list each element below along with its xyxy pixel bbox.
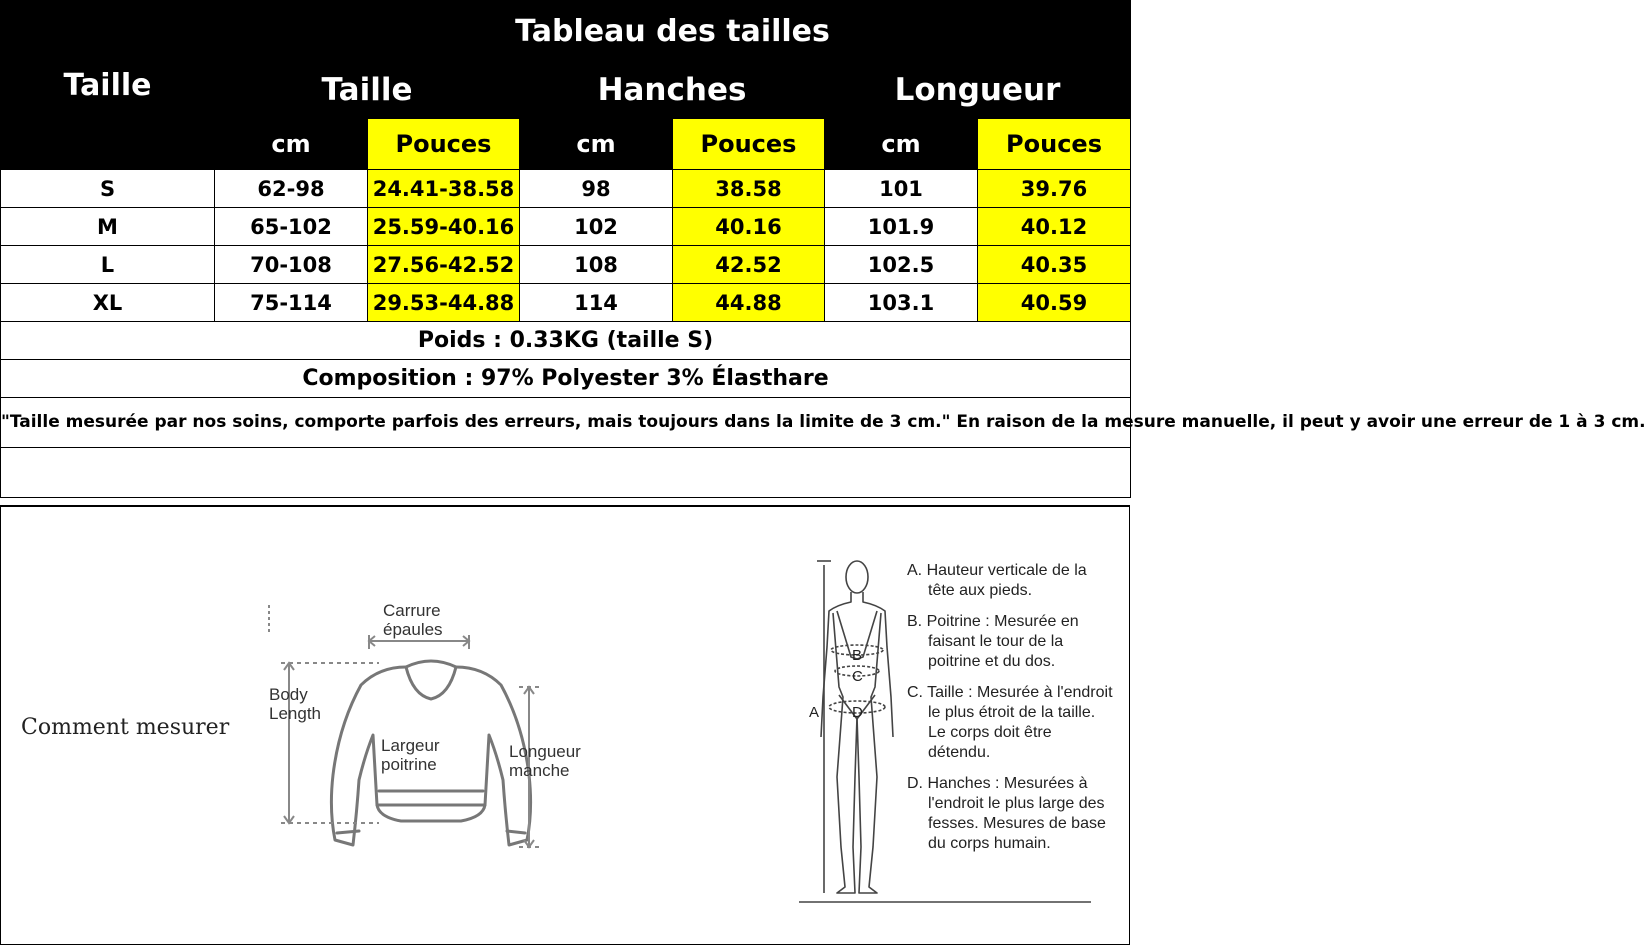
table-cell: 24.41-38.58 [368,170,520,208]
group-header-longueur: Longueur [825,62,1131,119]
table-cell: 62-98 [215,170,368,208]
unit-header: cm [825,119,978,170]
table-row [1,208,1131,246]
table-cell: 98 [520,170,673,208]
body-length-label-text: Body Length [269,685,321,723]
unit-header: Pouces [978,119,1131,170]
table-cell: 42.52 [673,246,825,284]
size-cell: L [1,246,215,284]
group-header-taille: Taille [215,62,520,119]
size-cell: XL [1,284,215,322]
table-row [1,170,1131,208]
size-cell: M [1,208,215,246]
measurement-note: "Taille mesurée par nos soins, comporte parfois des erreurs, mais toujours dans la limite de 3 cm." En raison de la mesure manuelle, il peut y avoir une erreur de 1 à 3 cm. [1,398,1131,448]
body-measure-legend [907,561,1117,865]
sleeve-label-text: Longueur manche [509,742,581,780]
table-row [1,284,1131,322]
unit-header: Pouces [368,119,520,170]
unit-header: cm [520,119,673,170]
body-figure-illustration [791,547,906,907]
legend-item-b: B. Poitrine : Mesurée en faisant le tour de la poitrine et du dos. [907,613,1079,670]
table-cell: 38.58 [673,170,825,208]
table-cell: 27.56-42.52 [368,246,520,284]
legend-item-d: D. Hanches : Mesurées à l'endroit le plus large des fesses. Mesures de base du corps humain. [907,775,1106,852]
how-to-measure-title: Comment mesurer [21,715,230,740]
table-cell: 44.88 [673,284,825,322]
unit-header: cm [215,119,368,170]
table-cell: 65-102 [215,208,368,246]
unit-header: Pouces [673,119,825,170]
table-cell: 108 [520,246,673,284]
group-header-hanches: Hanches [520,62,825,119]
shoulder-label [383,601,443,639]
table-cell: 101.9 [825,208,978,246]
table-cell: 40.59 [978,284,1131,322]
marker-b: B [852,647,863,664]
composition-info: Composition : 97% Polyester 3% Élasthare [1,360,1131,398]
table-cell: 102 [520,208,673,246]
table-cell: 70-108 [215,246,368,284]
body-length-label [269,685,321,723]
table-cell: 39.76 [978,170,1131,208]
table-cell: 75-114 [215,284,368,322]
chest-label-text: Largeur poitrine [381,736,440,774]
shoulder-label-text: Carrure épaules [383,601,443,639]
chest-label [381,736,440,774]
table-cell: 25.59-40.16 [368,208,520,246]
table-cell: 40.16 [673,208,825,246]
marker-a: A [809,704,820,721]
empty-row [1,448,1131,498]
weight-info: Poids : 0.33KG (taille S) [1,322,1131,360]
table-cell: 102.5 [825,246,978,284]
sleeve-label [509,742,581,780]
table-cell: 103.1 [825,284,978,322]
table-title: Tableau des tailles [215,1,1131,62]
table-cell: 40.12 [978,208,1131,246]
legend-item-c: C. Taille : Mesurée à l'endroit le plus étroit de la taille. Le corps doit être détendu. [907,684,1113,761]
row-header-size: Taille [1,1,215,170]
table-row [1,246,1131,284]
size-cell: S [1,170,215,208]
table-cell: 29.53-44.88 [368,284,520,322]
table-cell: 101 [825,170,978,208]
table-cell: 40.35 [978,246,1131,284]
marker-d: D [852,704,863,721]
how-to-measure-section [0,505,1130,945]
legend-item-a: A. Hauteur verticale de la tête aux pieds. [907,562,1087,599]
marker-c: C [852,668,863,685]
table-cell: 114 [520,284,673,322]
